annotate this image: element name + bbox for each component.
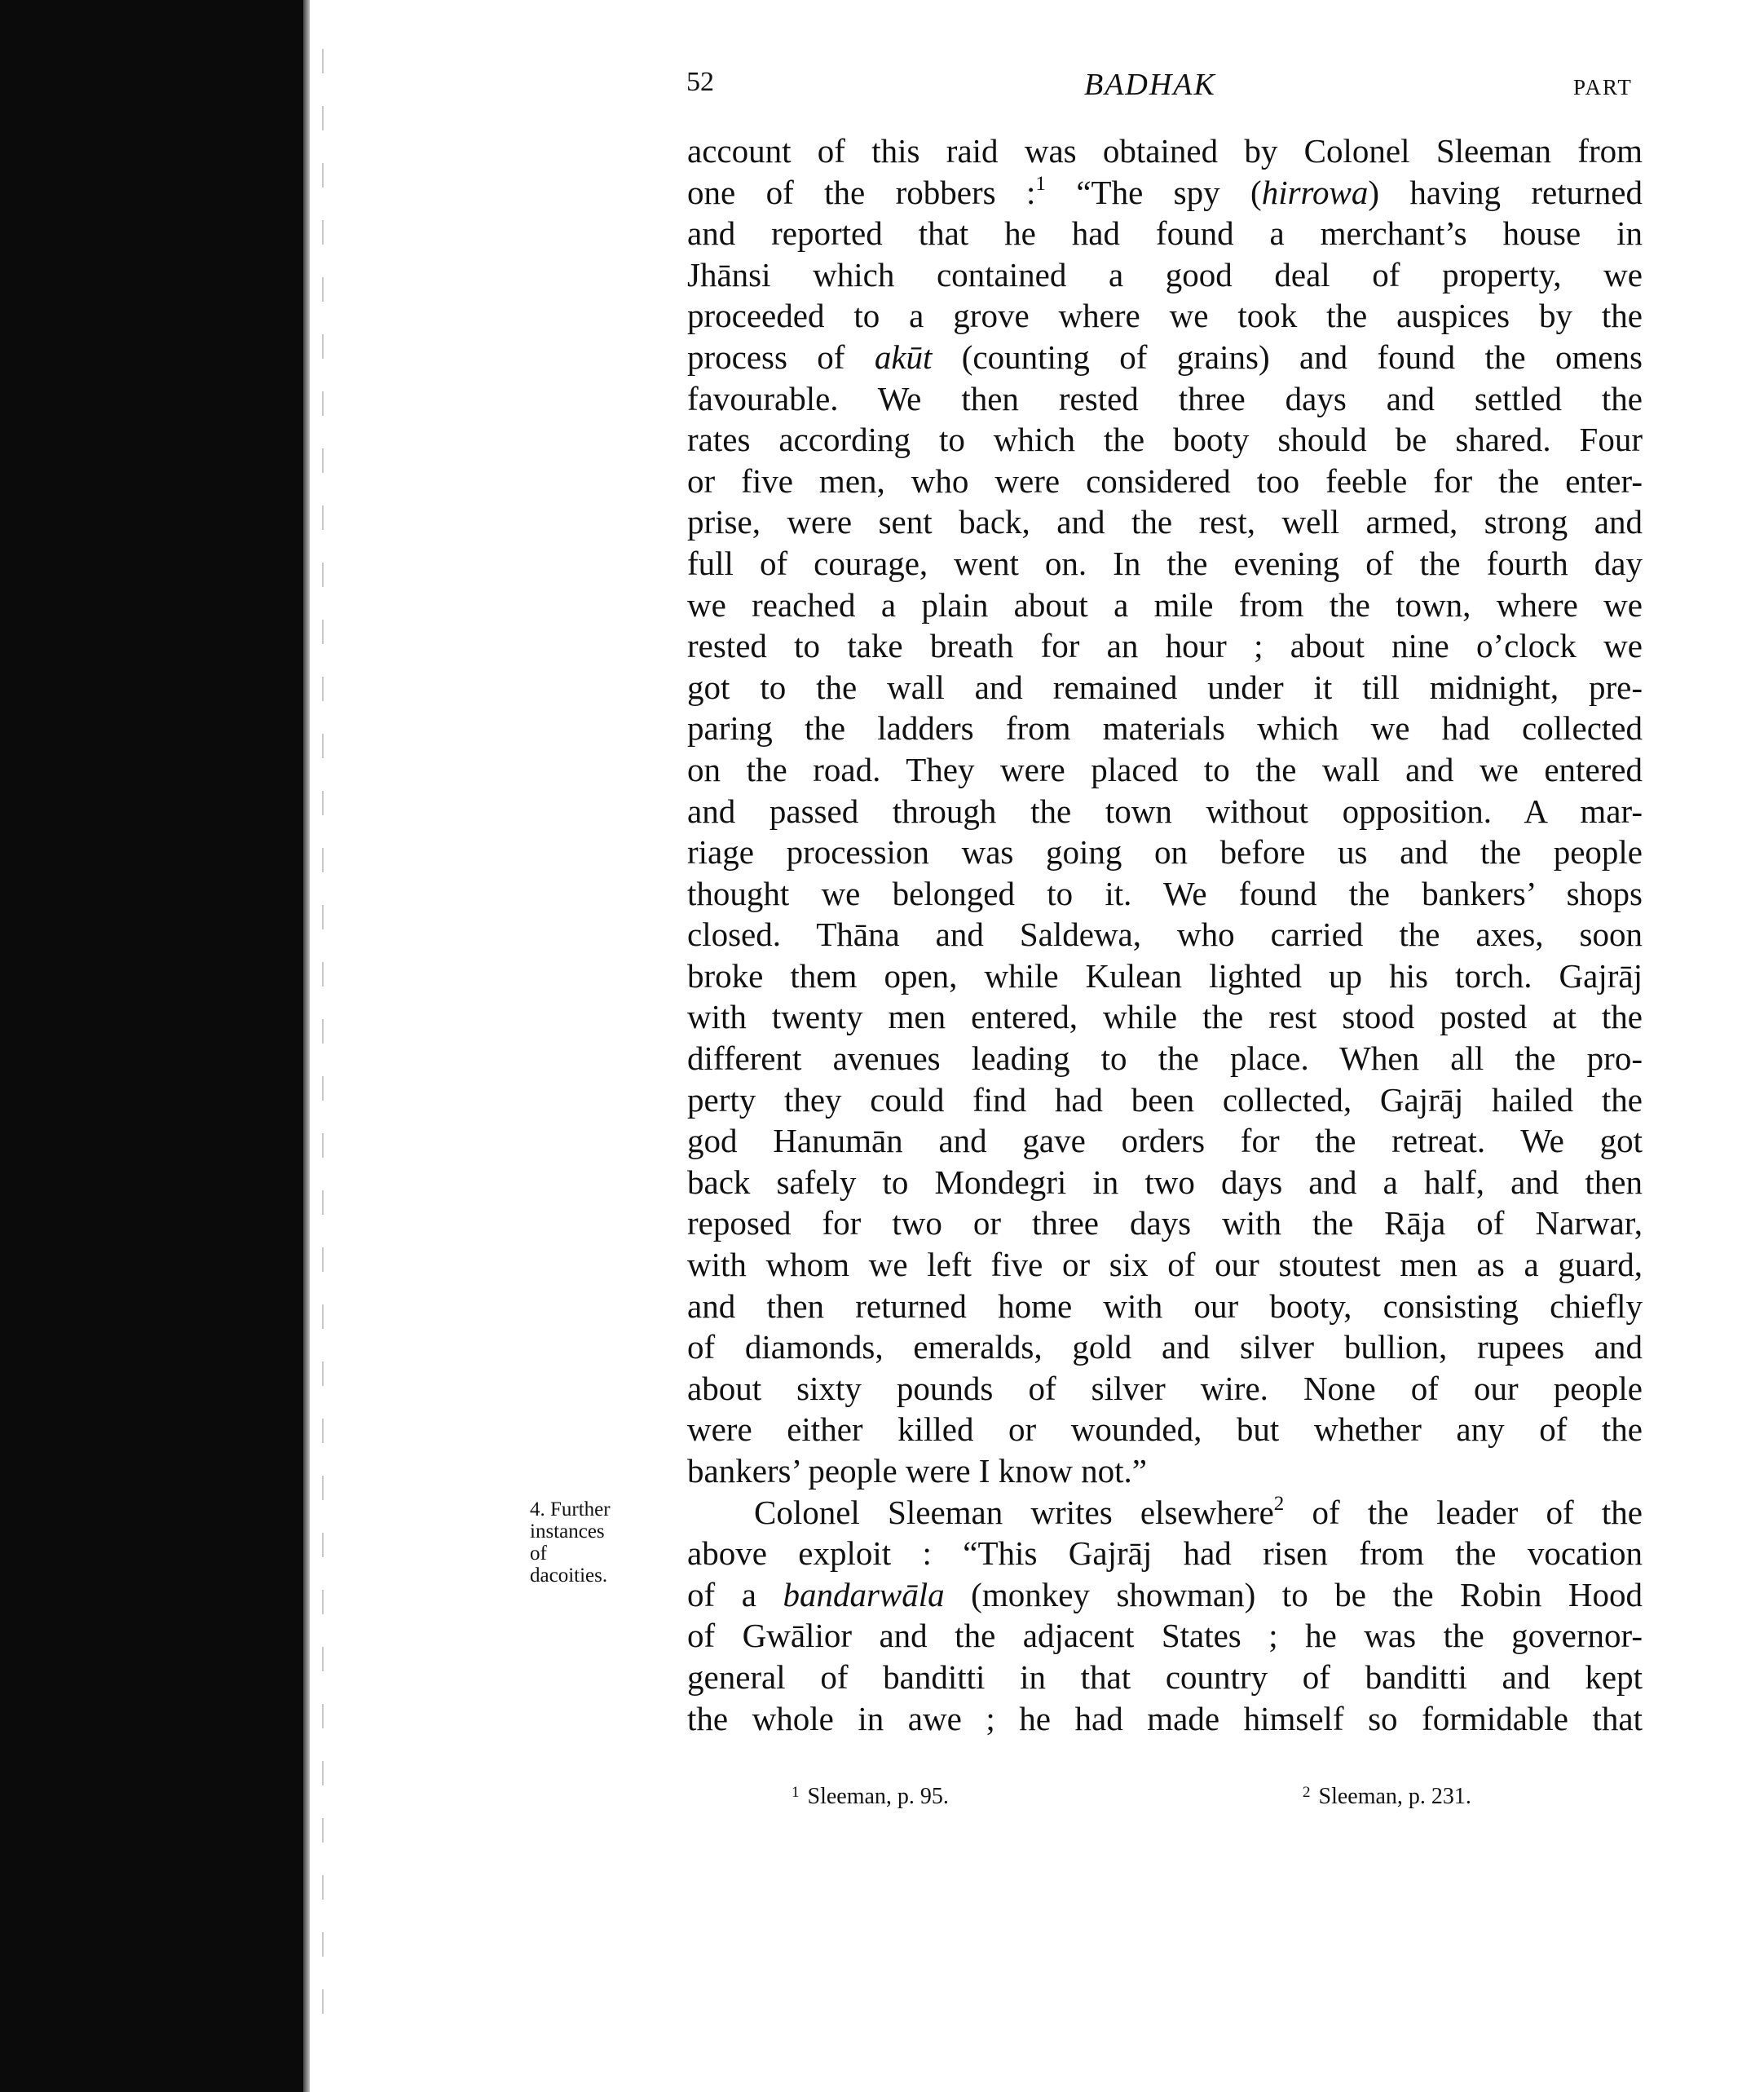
footnote-number: 1 [792,1784,800,1801]
text-line: got to the wall and remained under it till midnight, pre- [687,668,1643,706]
text-line: and then returned home with our booty, consisting chiefly [687,1287,1643,1325]
scan-edge-mark [322,49,324,2038]
margin-note-line: 4. Further [530,1498,611,1520]
italic-term: hirrowa [1261,173,1369,211]
text-line: with twenty men entered, while the rest stood posted at the [687,998,1643,1036]
footnote-number: 2 [1303,1784,1311,1801]
text-line: rested to take breath for an hour ; about nine o’clock we [687,627,1643,665]
text-line: about sixty pounds of silver wire. None of our people [687,1369,1643,1407]
text-line: of Gwālior and the adjacent States ; he was the governor- [687,1617,1643,1655]
scan-dark-margin [0,0,303,2092]
text-line: bankers’ people were I know not.” [687,1452,1147,1490]
footnote-text: Sleeman, p. 95. [807,1784,949,1809]
footnote-ref: 2 [1273,1492,1285,1515]
italic-term: bandarwāla [783,1575,945,1613]
text-line: one of the robbers :$^1$ “The spy (hirrowa) having returned [687,172,1643,211]
text-line: favourable. We then rested three days and settled the [687,379,1643,417]
text-line: the whole in awe ; he had made himself so formidable that [687,1699,1643,1737]
text-line: above exploit : “This Gajrāj had risen from the vocation [687,1534,1643,1573]
page-number: 52 [686,67,714,97]
text-line: general of banditti in that country of banditti and kept [687,1657,1643,1696]
scan-edge-shadow [303,0,310,2092]
text-line: process of akūt (counting of grains) and found the omens [687,338,1643,376]
text-line: and reported that he had found a merchant’s house in [687,214,1643,253]
margin-note [530,1498,677,1587]
text-line: different avenues leading to the place. When all the pro- [687,1039,1643,1078]
text-line: with whom we left five or six of our stoutest men as a guard, [687,1246,1643,1284]
text-line: prise, were sent back, and the rest, well armed, strong and [687,503,1643,541]
footnote-1 [792,1784,949,1810]
margin-note-line: instances [530,1520,605,1543]
text-line: god Hanumān and gave orders for the retreat. We got [687,1122,1643,1160]
text-line: on the road. They were placed to the wall and we entered [687,750,1643,788]
text-line: perty they could find had been collected, Gajrāj hailed the [687,1080,1643,1119]
footnote-ref: 1 [1035,172,1046,195]
text-line: of diamonds, emeralds, gold and silver bullion, rupees and [687,1328,1643,1366]
text-line: full of courage, went on. In the evening of the fourth day [687,544,1643,582]
text-line: proceeded to a grove where we took the auspices by the [687,297,1643,335]
text-line: reposed for two or three days with the Rāja of Narwar, [687,1204,1643,1242]
text-line: account of this raid was obtained by Colonel Sleeman from [687,132,1643,170]
part-label: PART [1573,75,1633,99]
footnote-2 [1303,1784,1471,1810]
text-line: or five men, who were considered too feeble for the enter- [687,461,1643,500]
text-line: of a bandarwāla (monkey showman) to be the Robin Hood [687,1575,1643,1613]
text-line: Colonel Sleeman writes elsewhere$^2$ of the leader of the [754,1492,1643,1531]
running-title: BADHAK [1084,68,1216,102]
italic-term: akūt [874,338,933,376]
text-line: broke them open, while Kulean lighted up his torch. Gajrāj [687,956,1643,995]
text-line: thought we belonged to it. We found the bankers’ shops [687,874,1643,912]
text-line: riage procession was going on before us and the people [687,833,1643,872]
text-line: paring the ladders from materials which we had collected [687,709,1643,748]
margin-note-line: of [530,1543,547,1565]
text-line: were either killed or wounded, but whether any of the [687,1410,1643,1449]
margin-note-line: dacoities. [530,1565,608,1587]
text-line: closed. Thāna and Saldewa, who carried the axes, soon [687,916,1643,954]
text-line: rates according to which the booty should be shared. Four [687,421,1643,459]
text-line: and passed through the town without opposition. A mar- [687,792,1643,830]
text-line: back safely to Mondegri in two days and a half, and then [687,1163,1643,1201]
text-line: we reached a plain about a mile from the town, where we [687,585,1643,624]
footnotes [687,1784,1643,1816]
body-text [687,130,1643,1739]
footnote-text: Sleeman, p. 231. [1318,1784,1471,1809]
text-line: Jhānsi which contained a good deal of property, we [687,255,1643,293]
